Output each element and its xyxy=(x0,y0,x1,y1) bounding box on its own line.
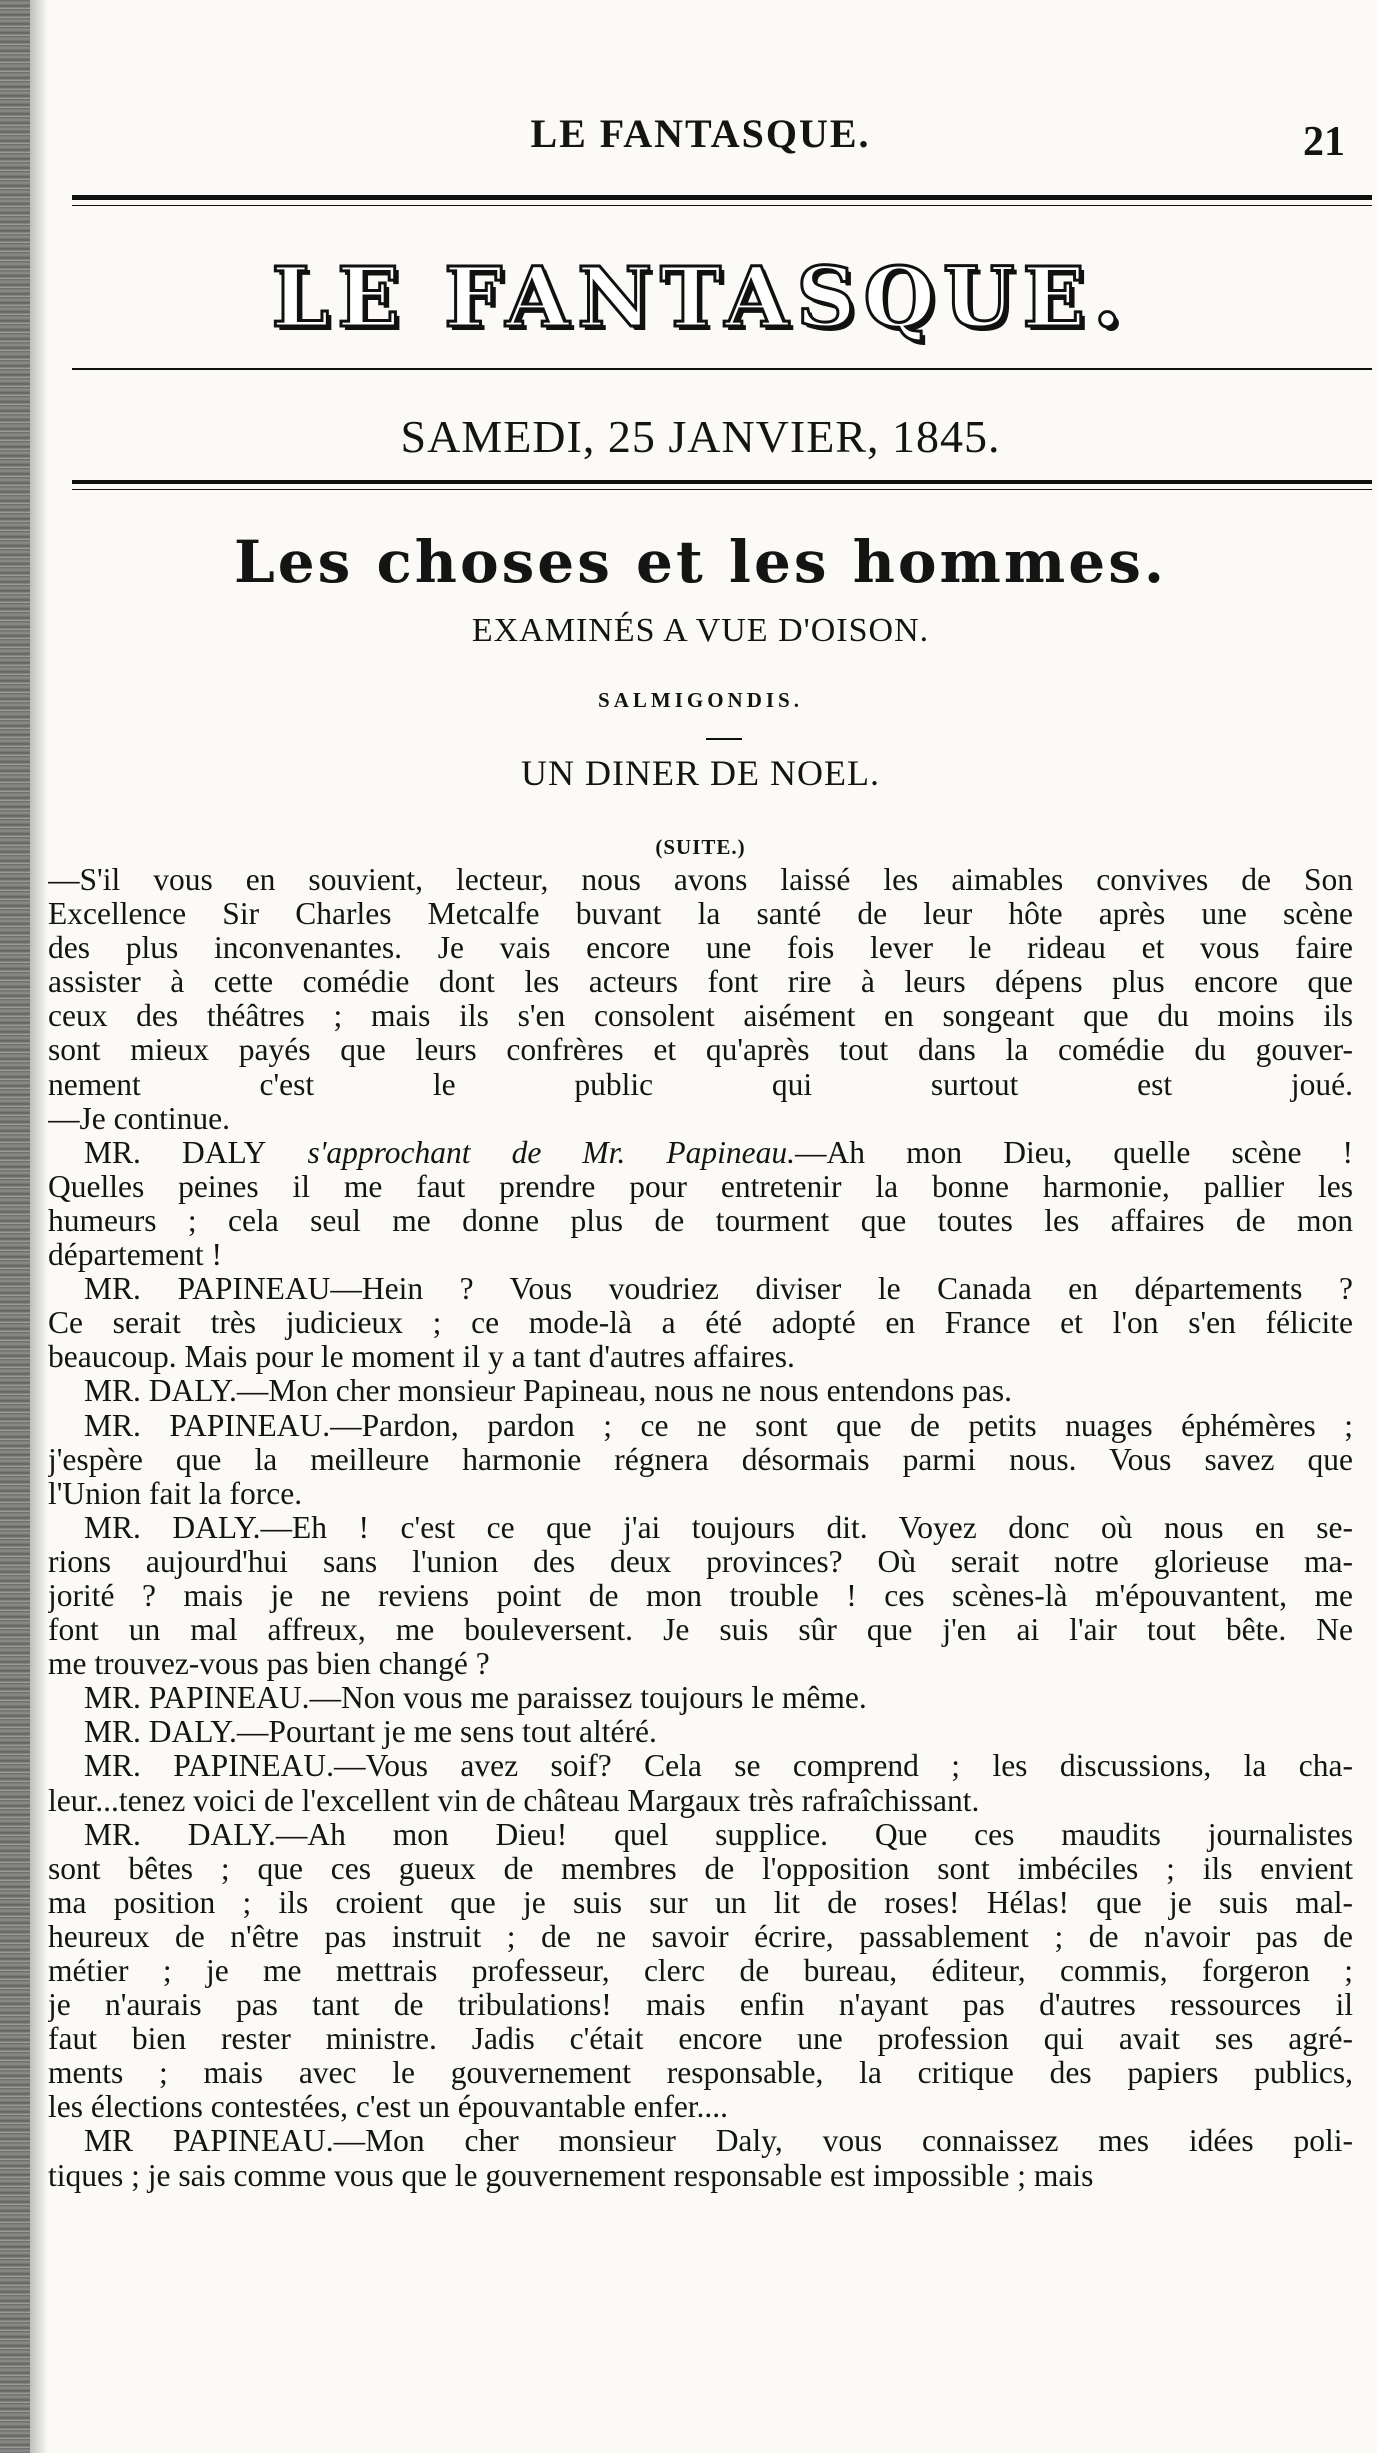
section-divider xyxy=(706,738,742,740)
line-text: Ce serait très judicieux ; ce mode-là a été adopté en France et l'on s'en félicite xyxy=(48,1306,1353,1341)
line-text: ments ; mais avec le gouvernement responsable, la critique des papiers publics, xyxy=(48,2056,1353,2091)
article-line xyxy=(48,1340,1353,1374)
article-line xyxy=(48,863,1353,897)
article-line xyxy=(48,1102,1353,1136)
speaker-name: MR. PAPINEAU xyxy=(84,1272,331,1307)
masthead-bottom-rule xyxy=(72,368,1372,370)
article-line xyxy=(48,1886,1353,1920)
line-text: font un mal affreux, me bouleversent. Je suis sûr que j'en ai l'air tout bête. Ne xyxy=(48,1613,1353,1648)
line-text: Excellence Sir Charles Metcalfe buvant la santé de leur hôte après une scène xyxy=(48,897,1353,932)
gutter-shadow xyxy=(30,0,48,2453)
line-text: —Pardon, pardon ; ce ne sont que de petits nuages éphémères ; xyxy=(330,1408,1353,1443)
line-text: département ! xyxy=(48,1238,223,1273)
article-line xyxy=(48,1749,1353,1783)
line-text: Quelles peines il me faut prendre pour entretenir la bonne harmonie, pallier les xyxy=(48,1169,1353,1204)
article-line xyxy=(48,1647,1353,1681)
line-text: —Ah mon Dieu, quelle scène ! xyxy=(795,1135,1353,1170)
speaker-name: MR. DALY. xyxy=(84,1715,237,1750)
article-line xyxy=(48,2090,1353,2124)
article-line xyxy=(48,1204,1353,1238)
running-head xyxy=(48,110,1353,170)
speaker-name: MR. DALY. xyxy=(84,1510,261,1545)
line-text: —Pourtant je me sens tout altéré. xyxy=(236,1715,657,1750)
section-label: SALMIGONDIS. xyxy=(598,688,803,712)
masthead-title: LE FANTASQUE. xyxy=(271,250,1130,346)
article-line xyxy=(48,1477,1353,1511)
book-spine-shadow xyxy=(0,0,30,2453)
article-line xyxy=(48,931,1353,965)
article-line xyxy=(48,1238,1353,1272)
line-text: leur...tenez voici de l'excellent vin de château Margaux très rafraîchissant. xyxy=(48,1783,980,1818)
line-text: l'Union fait la force. xyxy=(48,1476,303,1511)
line-text: —Vous avez soif? Cela se comprend ; les discussions, la cha- xyxy=(334,1749,1353,1784)
dateline: SAMEDI, 25 JANVIER, 1845. xyxy=(400,411,1001,462)
article-line xyxy=(48,1579,1353,1613)
headline: Les choses et les hommes. xyxy=(233,528,1168,596)
line-text: j'espère que la meilleure harmonie régnera désormais parmi nous. Vous savez que xyxy=(48,1442,1353,1477)
article-line xyxy=(48,1988,1353,2022)
line-text: humeurs ; cela seul me donne plus de tourment que toutes les affaires de mon xyxy=(48,1203,1353,1238)
page-number: 21 xyxy=(1303,119,1345,165)
line-text: assister à cette comédie dont les acteurs font rire à leurs dépens plus encore que xyxy=(48,965,1353,1000)
article-line xyxy=(48,1272,1353,1306)
line-text: faut bien rester ministre. Jadis c'était encore une profession qui avait ses agré- xyxy=(48,2022,1353,2057)
article-line xyxy=(48,1818,1353,1852)
line-text: rions aujourd'hui sans l'union des deux provinces? Où serait notre glorieuse ma- xyxy=(48,1544,1353,1579)
article-line xyxy=(48,1443,1353,1477)
article-line xyxy=(48,2056,1353,2090)
line-text: ma position ; ils croient que je suis sur un lit de roses! Hélas! que je suis mal- xyxy=(48,1885,1353,1920)
speaker-name: MR. PAPINEAU. xyxy=(84,1749,335,1784)
speaker-name: MR PAPINEAU. xyxy=(84,2124,334,2159)
article-line xyxy=(48,1852,1353,1886)
article-line xyxy=(48,1545,1353,1579)
line-text: des plus inconvenantes. Je vais encore une fois lever le rideau et vous faire xyxy=(48,931,1353,966)
line-text: jorité ? mais je ne reviens point de mon trouble ! ces scènes-là m'épouvantent, me xyxy=(48,1578,1353,1613)
line-text: —Je continue. xyxy=(48,1101,230,1136)
line-text: —Ah mon Dieu! quel supplice. Que ces maudits journalistes xyxy=(275,1817,1353,1852)
article-line xyxy=(48,1511,1353,1545)
article-line xyxy=(48,897,1353,931)
article-body xyxy=(48,863,1353,2193)
running-head-title: LE FANTASQUE. xyxy=(530,111,871,156)
line-text: nement c'est le public qui surtout est joué. xyxy=(48,1067,1353,1102)
line-text: —Non vous me paraissez toujours le même. xyxy=(309,1681,867,1716)
article-line xyxy=(48,1681,1353,1715)
line-text: —S'il vous en souvient, lecteur, nous avons laissé les aimables convives de Son xyxy=(48,863,1353,897)
line-text: —Mon cher monsieur Daly, vous connaissez mes idées poli- xyxy=(333,2124,1353,2159)
article-line xyxy=(48,1409,1353,1443)
masthead-top-rule xyxy=(72,195,1372,200)
line-text: —Mon cher monsieur Papineau, nous ne nous entendons pas. xyxy=(236,1374,1013,1409)
article-line xyxy=(48,2022,1353,2056)
newspaper-page xyxy=(48,0,1353,2453)
dateline-bottom-rule xyxy=(72,480,1372,484)
line-text: ceux des théâtres ; mais ils s'en consolent aisément en songeant que du moins ils xyxy=(48,999,1353,1034)
article-line xyxy=(48,2159,1353,2193)
article-line xyxy=(48,1954,1353,1988)
article-line xyxy=(48,1170,1353,1204)
article-line xyxy=(48,965,1353,999)
dateline-bottom-rule-thin xyxy=(72,489,1372,490)
line-text: —Eh ! c'est ce que j'ai toujours dit. Voyez donc où nous en se- xyxy=(260,1510,1353,1545)
article-line xyxy=(48,1306,1353,1340)
article-line xyxy=(48,1784,1353,1818)
masthead-top-rule-thin xyxy=(72,205,1372,206)
article-title: UN DINER DE NOEL. xyxy=(521,753,880,793)
line-text: métier ; je me mettrais professeur, clerc de bureau, éditeur, commis, forgeron ; xyxy=(48,1954,1353,1988)
stage-direction: s'approchant de Mr. Papineau. xyxy=(307,1135,796,1170)
article-line xyxy=(48,1920,1353,1954)
line-text: tiques ; je sais comme vous que le gouvernement responsable est impossible ; mais xyxy=(48,2158,1094,2193)
subhead: EXAMINÉS A VUE D'OISON. xyxy=(471,612,930,649)
speaker-name: MR. DALY xyxy=(84,1135,267,1170)
line-text: beaucoup. Mais pour le moment il y a tant d'autres affaires. xyxy=(48,1340,795,1375)
speaker-name: MR. DALY. xyxy=(84,1374,237,1409)
article-line xyxy=(48,1136,1353,1170)
article-line xyxy=(48,1715,1353,1749)
article-line xyxy=(48,1033,1353,1067)
article-line xyxy=(48,1613,1353,1647)
line-text: —Hein ? Vous voudriez diviser le Canada en départements ? xyxy=(330,1272,1353,1307)
article-line xyxy=(48,999,1353,1033)
line-text: sont mieux payés que leurs confrères et qu'après tout dans la comédie du gouver- xyxy=(48,1033,1353,1068)
speaker-name: MR. PAPINEAU. xyxy=(84,1408,331,1443)
speaker-name: MR. DALY. xyxy=(84,1817,276,1852)
line-text: heureux de n'être pas instruit ; de ne savoir écrire, passablement ; de n'avoir pas de xyxy=(48,1919,1353,1954)
speaker-name: MR. PAPINEAU. xyxy=(84,1681,310,1716)
line-text: je n'aurais pas tant de tribulations! mais enfin n'ayant pas d'autres ressources il xyxy=(48,1988,1353,2023)
article-line xyxy=(48,1068,1353,1102)
article-line xyxy=(48,1374,1353,1408)
line-text: les élections contestées, c'est un épouvantable enfer.... xyxy=(48,2090,729,2125)
line-text: sont bêtes ; que ces gueux de membres de l'opposition sont imbéciles ; ils envient xyxy=(48,1851,1353,1886)
line-text: me trouvez-vous pas bien changé ? xyxy=(48,1647,490,1682)
continued-label: (SUITE.) xyxy=(655,835,746,859)
article-line xyxy=(48,2124,1353,2158)
